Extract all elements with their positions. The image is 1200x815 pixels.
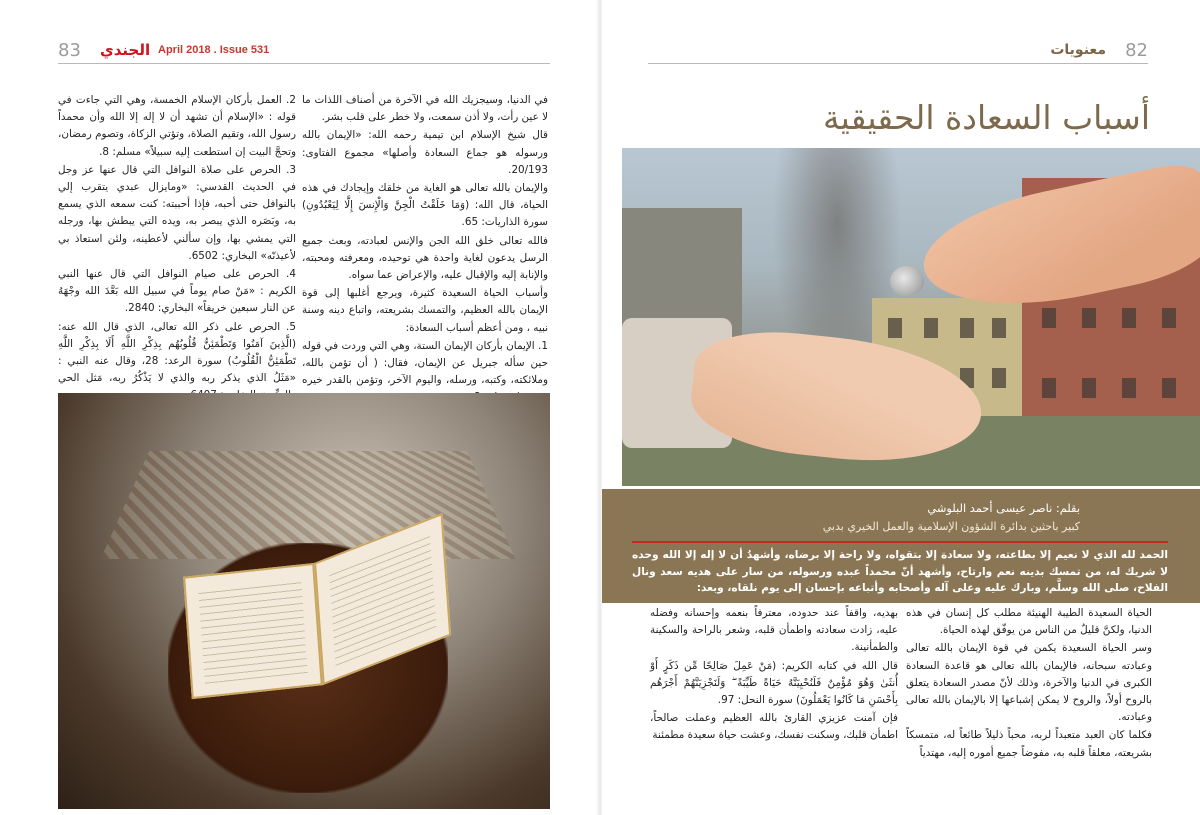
paragraph: قال شيخ الإسلام ابن تيمية رحمه الله: «الإيمان بالله ورسوله هو جماع السعادة وأصلها» مجموع الفتاوى: 20/193.	[302, 129, 548, 176]
author-role: كبير باحثين بدائرة الشؤون الإسلامية والعمل الخيري بدبي	[822, 520, 1080, 533]
issue-label: April 2018 . Issue 531	[158, 44, 270, 56]
paragraph: والإيمان بالله تعالى هو الغاية من خلقك وإيجادك في هذه الحياة، قال الله: (وَمَا خَلَقْتُ الْجِنَّ وَالْإِنسَ إِلَّا لِيَعْبُدُونِ) سورة الذاريات: 65.	[302, 182, 548, 229]
paragraph: الحياة السعيدة الطيبة الهنيئة مطلب كل إنسان في هذه الدنيا، ولكنَّ قليلٌ من الناس من يوفّق لهذه الحياة.	[906, 607, 1152, 637]
divider	[632, 541, 1168, 543]
paragraph: وسر الحياة السعيدة يكمن في قوة الإيمان بالله تعالى وعبادته سبحانه، فالإيمان بالله تعالى هو قاعدة السعادة الكبرى في الدنيا والآخرة، وذلك لأنّ مصدر السعادة يتعلق بالروح أولاً، والروح لا يمكن إشباعها إلا بالإيمان بالله تعالى وعبادته.	[906, 642, 1152, 724]
text-column-left	[650, 605, 898, 746]
page-header-left	[58, 38, 550, 64]
paragraph: 2. العمل بأركان الإسلام الخمسة، وهي التي جاءت في قوله : «الإسلام أن تشهد أن لا إله إلا الله وأن محمداً رسول الله، وتقيم الصلاة، وتؤتي الزكاة، وتصوم رمضان، وتحجَّ البيت إن استطعت إليه سبيلاً» مسلم: 8.	[58, 94, 296, 158]
paragraph: بهديه، واقفاً عند حدوده، معترفاً بنعمه وإحسانه وفضله عليه، زادت سعادته واطمأن قلبه، وشعر بالراحة والسكينة والطمأنينة.	[650, 607, 898, 654]
header-rule	[648, 63, 1148, 64]
magazine-logo: الجندي	[100, 41, 151, 59]
page-number: 83	[58, 40, 81, 61]
intro-paragraph: الحمد لله الذي لا نعيم إلا بطاعته، ولا سعادة إلا بتقواه، ولا راحة إلا برضاه، وأشهدُ أن لا إله إلا الله وحده لا شريك له، من تمسك بدينه نعم وارتاح، وأشهد أنّ محمداً عبده ورسوله، من سار على هديه سعد ونال الفلاح، صلى الله وسلَّم، وبارك عليه وعلى آله وأصحابه وأتباعه بإحسان إلى يوم نلقاه، وبعد:	[632, 549, 1168, 594]
author-box	[602, 489, 1200, 603]
page-number: 82	[1125, 40, 1148, 61]
paragraph: فإن آمنت عزيزي القارئ بالله العظيم وعملت صالحاً، اطمأن قلبك، وسكنت نفسك، وعشت حياة سعيدة مطمئنة	[650, 712, 898, 742]
page-83	[0, 0, 598, 815]
section-label: معنويات	[1050, 42, 1106, 58]
article-title: أسباب السعادة الحقيقية	[822, 98, 1150, 137]
coin-icon	[890, 266, 924, 296]
header-rule	[58, 63, 550, 64]
paragraph: وأسباب الحياة السعيدة كثيرة، ويرجع أغلبها إلى قوة الإيمان بالله العظيم، والتمسك بشريعته، واتباع دينه وسنة نبيه ، ومن أعظم أسباب السعادة:	[302, 287, 548, 334]
text-column-right	[302, 92, 548, 408]
page-82	[602, 0, 1200, 815]
paragraph: 1. الإيمان بأركان الإيمان الستة، وهي التي وردت في قوله حين سأله جبريل عن الإيمان، فقال: ( أن تؤمن بالله، وملائكته، وكتبه، ورسله، واليوم الآخر، وتؤمن بالقدر خيره	[302, 339, 548, 387]
paragraph: في الدنيا، وسيجزيك الله في الآخرة من أصناف اللذات ما لا عين رأت، ولا أذن سمعت، ولا خطر على قلب بشر.	[302, 94, 548, 124]
text-column-left	[58, 92, 296, 424]
paragraph: 5. الحرص على ذكر الله تعالى، الذي قال الله عنه: (الَّذِينَ آمَنُوا وَتَطْمَئِنُّ قُلُوبُهُم بِذِكْرِ اللَّهِ أَلَا بِذِكْرِ اللَّهِ تَطْمَئِنُّ الْقُلُوبُ) سورة الرعد: 28، وقال عنه النبي : «مَثَلُ الذي يذكر ربه والذي لا يَذْكُرُ ربه، مَثل الحي	[58, 320, 296, 385]
giving-hands-photo	[622, 148, 1200, 486]
paragraph: قال الله في كتابه الكريم: (مَنْ عَمِلَ صَالِحًا مِّن ذَكَرٍ أَوْ أُنثَىٰ وَهُوَ مُؤْمِنٌ فَلَنُحْيِيَنَّهُ حَيَاةً طَيِّبَةً ۖ وَلَنَجْزِيَنَّهُمْ أَجْرَهُم بِأَحْسَنِ مَا كَانُوا يَعْمَلُونَ) سورة النحل: 97.	[650, 659, 898, 707]
text-column-right	[906, 605, 1152, 763]
paragraph: فكلما كان العبد متعبداً لربه، محباً ذليلاً طائعاً له، متمسكاً بشريعته، معلقاً قلبه به، مفوضاً جميع أموره إليه، مهتدياً	[906, 729, 1152, 759]
paragraph: 3. الحرص على صلاة النوافل التي قال عنها عز وجل في الحديث القدسي: «ومايزال عبدي يتقرب إلي بالنوافل حتى أحبه، فإذا أحببته: كنت سمعه الذي يسمع به، وبَصَره الذي يبصر به، ويده التي يبطش بها، ورجله التي يمشي بها، وإن سألني لأعطينه، ولئن استعاذ بي لأعيذنّه» البخاري: 6502.	[58, 163, 296, 262]
quran-photo	[58, 393, 550, 809]
page-header-right	[648, 38, 1148, 64]
author-byline: بقلم: ناصر عيسى أحمد البلوشي	[927, 501, 1080, 515]
paragraph: فالله تعالى خلق الله الجن والإنس لعبادته، وبعث جميع الرسل يدعون لغاية واحدة هي توحيده، ومعرفته ومحبته، والإنابة إليه والإقبال عليه، والإعراض عما سواه.	[302, 234, 548, 282]
paragraph: 4. الحرص على صيام النوافل التي قال عنها النبي الكريم : «مَنْ صام يوماً في سبيل الله بَعَّدَ الله وجْهَهُ عن النار سبعين خريفاً» البخاري: 2840.	[58, 268, 296, 315]
